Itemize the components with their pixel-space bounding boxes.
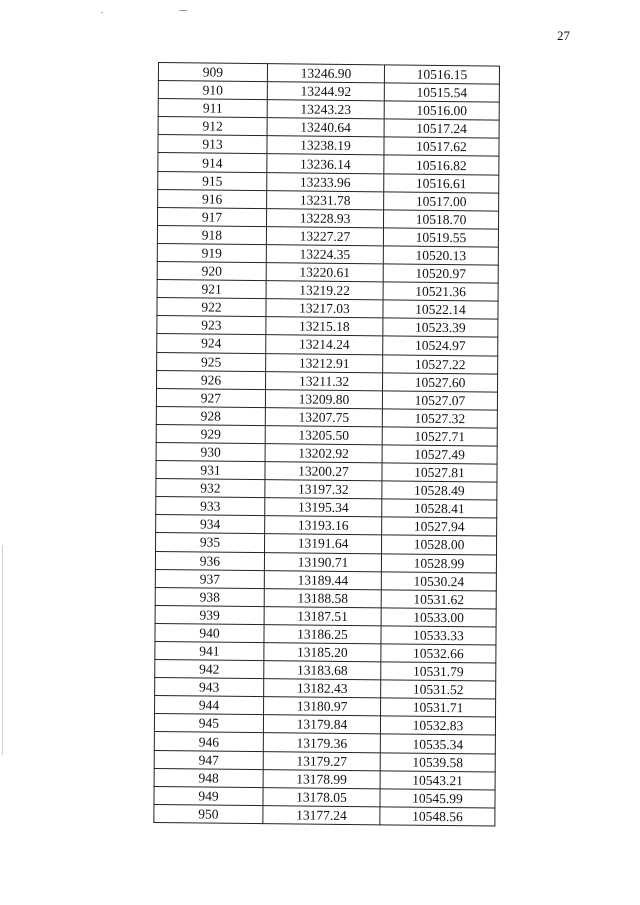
x-coordinate-cell: 13179.36	[263, 733, 380, 752]
point-number-cell: 909	[158, 63, 267, 82]
point-number-cell: 922	[157, 298, 266, 317]
y-coordinate-cell: 10531.62	[381, 590, 496, 609]
x-coordinate-cell: 13217.03	[266, 299, 383, 318]
x-coordinate-cell: 13224.35	[266, 245, 383, 264]
y-coordinate-cell: 10527.07	[382, 391, 497, 410]
point-number-cell: 950	[154, 804, 263, 823]
point-number-cell: 914	[158, 153, 267, 172]
point-number-cell: 924	[157, 334, 266, 353]
y-coordinate-cell: 10545.99	[380, 789, 495, 808]
x-coordinate-cell: 13185.20	[264, 643, 381, 662]
y-coordinate-cell: 10522.14	[383, 300, 498, 319]
x-coordinate-cell: 13200.27	[265, 462, 382, 481]
x-coordinate-cell: 13202.92	[265, 444, 382, 463]
y-coordinate-cell: 10527.22	[383, 354, 498, 373]
y-coordinate-cell: 10520.97	[383, 264, 498, 283]
x-coordinate-cell: 13228.93	[267, 208, 384, 227]
table-row	[154, 804, 495, 826]
y-coordinate-cell: 10519.55	[383, 228, 498, 247]
y-coordinate-cell: 10515.54	[384, 83, 499, 102]
point-number-cell: 946	[154, 732, 263, 751]
point-number-cell: 935	[156, 533, 265, 552]
x-coordinate-cell: 13233.96	[267, 172, 384, 191]
coordinates-table	[153, 62, 500, 826]
y-coordinate-cell: 10527.81	[382, 463, 497, 482]
y-coordinate-cell: 10531.79	[381, 662, 496, 681]
point-number-cell: 918	[157, 225, 266, 244]
point-number-cell: 917	[158, 207, 267, 226]
scan-speck	[179, 10, 187, 11]
x-coordinate-cell: 13214.24	[266, 335, 383, 354]
point-number-cell: 936	[155, 551, 264, 570]
y-coordinate-cell: 10532.83	[380, 716, 495, 735]
y-coordinate-cell: 10521.36	[383, 282, 498, 301]
x-coordinate-cell: 13186.25	[264, 625, 381, 644]
y-coordinate-cell: 10516.00	[384, 101, 499, 120]
point-number-cell: 932	[156, 479, 265, 498]
x-coordinate-cell: 13227.27	[266, 226, 383, 245]
x-coordinate-cell: 13190.71	[264, 552, 381, 571]
x-coordinate-cell: 13183.68	[264, 661, 381, 680]
point-number-cell: 929	[156, 424, 265, 443]
point-number-cell: 910	[158, 81, 267, 100]
y-coordinate-cell: 10527.94	[382, 517, 497, 536]
x-coordinate-cell: 13195.34	[265, 498, 382, 517]
y-coordinate-cell: 10517.24	[384, 119, 499, 138]
point-number-cell: 939	[155, 605, 264, 624]
x-coordinate-cell: 13205.50	[265, 426, 382, 445]
point-number-cell: 944	[155, 696, 264, 715]
x-coordinate-cell: 13188.58	[264, 588, 381, 607]
y-coordinate-cell: 10516.61	[384, 173, 499, 192]
point-number-cell: 930	[156, 442, 265, 461]
point-number-cell: 925	[157, 352, 266, 371]
x-coordinate-cell: 13236.14	[267, 154, 384, 173]
x-coordinate-cell: 13220.61	[266, 263, 383, 282]
x-coordinate-cell: 13191.64	[265, 534, 382, 553]
x-coordinate-cell: 13177.24	[263, 805, 380, 824]
point-number-cell: 943	[155, 678, 264, 697]
y-coordinate-cell: 10518.70	[383, 210, 498, 229]
y-coordinate-cell: 10532.66	[381, 644, 496, 663]
y-coordinate-cell: 10533.00	[381, 608, 496, 627]
point-number-cell: 940	[155, 623, 264, 642]
point-number-cell: 916	[158, 189, 267, 208]
point-number-cell: 928	[156, 406, 265, 425]
y-coordinate-cell: 10533.33	[381, 626, 496, 645]
y-coordinate-cell: 10528.99	[381, 553, 496, 572]
y-coordinate-cell: 10528.41	[382, 499, 497, 518]
y-coordinate-cell: 10543.21	[380, 770, 495, 789]
point-number-cell: 927	[156, 388, 265, 407]
scan-edge-line	[2, 545, 3, 755]
y-coordinate-cell: 10524.97	[383, 336, 498, 355]
point-number-cell: 921	[157, 280, 266, 299]
point-number-cell: 942	[155, 660, 264, 679]
x-coordinate-cell: 13193.16	[265, 516, 382, 535]
point-number-cell: 926	[157, 370, 266, 389]
point-number-cell: 947	[154, 750, 263, 769]
x-coordinate-cell: 13182.43	[264, 679, 381, 698]
point-number-cell: 937	[155, 569, 264, 588]
point-number-cell: 948	[154, 768, 263, 787]
point-number-cell: 915	[158, 171, 267, 190]
x-coordinate-cell: 13211.32	[266, 371, 383, 390]
x-coordinate-cell: 13209.80	[265, 389, 382, 408]
x-coordinate-cell: 13246.90	[267, 64, 384, 83]
point-number-cell: 933	[156, 497, 265, 516]
y-coordinate-cell: 10520.13	[383, 246, 498, 265]
point-number-cell: 941	[155, 641, 264, 660]
x-coordinate-cell: 13231.78	[267, 190, 384, 209]
point-number-cell: 911	[158, 99, 267, 118]
y-coordinate-cell: 10527.49	[382, 445, 497, 464]
point-number-cell: 949	[154, 786, 263, 805]
x-coordinate-cell: 13197.32	[265, 480, 382, 499]
point-number-cell: 938	[155, 587, 264, 606]
page-number: 27	[557, 28, 570, 43]
x-coordinate-cell: 13212.91	[266, 353, 383, 372]
x-coordinate-cell: 13180.97	[264, 697, 381, 716]
x-coordinate-cell: 13179.84	[263, 715, 380, 734]
point-number-cell: 923	[157, 316, 266, 335]
y-coordinate-cell: 10527.60	[383, 372, 498, 391]
y-coordinate-cell: 10531.71	[381, 698, 496, 717]
y-coordinate-cell: 10517.62	[384, 137, 499, 156]
y-coordinate-cell: 10548.56	[380, 807, 495, 826]
x-coordinate-cell: 13215.18	[266, 317, 383, 336]
x-coordinate-cell: 13187.51	[264, 606, 381, 625]
x-coordinate-cell: 13189.44	[264, 570, 381, 589]
y-coordinate-cell: 10539.58	[380, 752, 495, 771]
y-coordinate-cell: 10527.71	[382, 427, 497, 446]
point-number-cell: 913	[158, 135, 267, 154]
x-coordinate-cell: 13178.05	[263, 787, 380, 806]
y-coordinate-cell: 10528.49	[382, 481, 497, 500]
y-coordinate-cell: 10535.34	[380, 734, 495, 753]
x-coordinate-cell: 13244.92	[267, 82, 384, 101]
x-coordinate-cell: 13178.99	[263, 769, 380, 788]
x-coordinate-cell: 13179.27	[263, 751, 380, 770]
point-number-cell: 919	[157, 243, 266, 262]
y-coordinate-cell: 10517.00	[384, 192, 499, 211]
point-number-cell: 920	[157, 262, 266, 281]
point-number-cell: 912	[158, 117, 267, 136]
scan-speck	[101, 12, 103, 13]
y-coordinate-cell: 10516.15	[384, 65, 499, 84]
x-coordinate-cell: 13240.64	[267, 118, 384, 137]
x-coordinate-cell: 13243.23	[267, 100, 384, 119]
x-coordinate-cell: 13219.22	[266, 281, 383, 300]
coordinates-table-body	[154, 63, 500, 826]
y-coordinate-cell: 10528.00	[382, 535, 497, 554]
y-coordinate-cell: 10527.32	[382, 409, 497, 428]
y-coordinate-cell: 10531.52	[381, 680, 496, 699]
point-number-cell: 931	[156, 461, 265, 480]
x-coordinate-cell: 13207.75	[265, 407, 382, 426]
x-coordinate-cell: 13238.19	[267, 136, 384, 155]
point-number-cell: 945	[154, 714, 263, 733]
y-coordinate-cell: 10523.39	[383, 318, 498, 337]
y-coordinate-cell: 10530.24	[381, 571, 496, 590]
y-coordinate-cell: 10516.82	[384, 155, 499, 174]
point-number-cell: 934	[156, 515, 265, 534]
